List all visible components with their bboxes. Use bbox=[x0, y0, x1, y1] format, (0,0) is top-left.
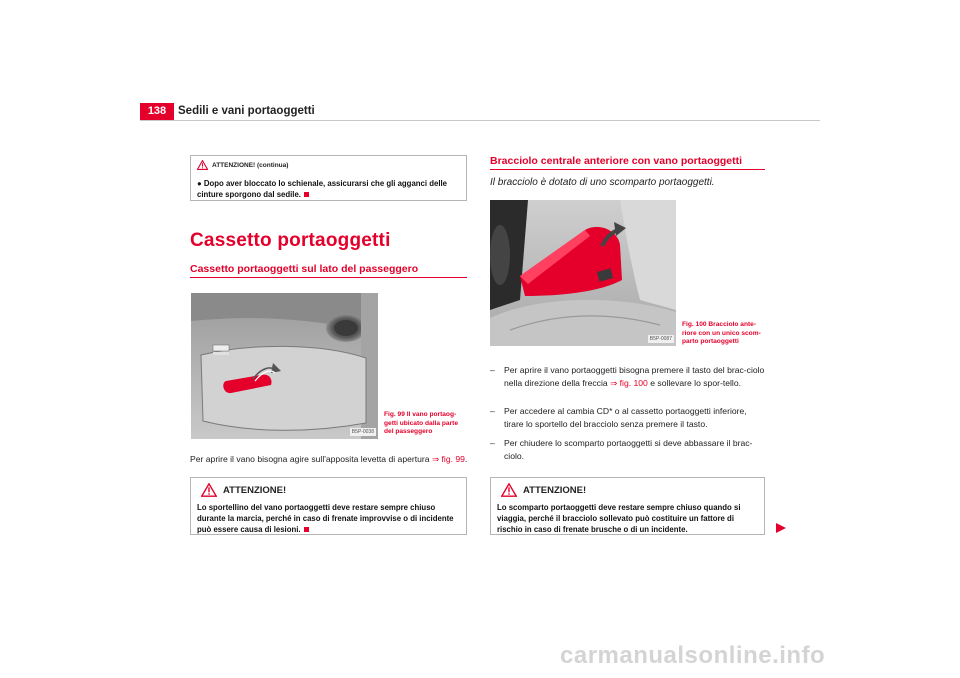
caption-number-99: Fig. 99 bbox=[384, 411, 405, 418]
warning-continued-label: ATTENZIONE! (continua) bbox=[212, 161, 289, 169]
subsection-title-armrest: Bracciolo centrale anteriore con vano portaoggetti bbox=[490, 155, 743, 167]
glovebox-instruction: Per aprire il vano bisogna agire sull'apposita levetta di apertura ⇒ fig. 99. bbox=[190, 454, 468, 464]
step-text: Per accedere al cambia CD* o al cassetto portaoggetti inferiore, tirare lo sportello del bracciolo senza premere il tasto. bbox=[504, 406, 747, 429]
warning-header-glovebox bbox=[197, 483, 460, 497]
subsection-rule-right bbox=[490, 169, 765, 170]
step-item bbox=[490, 437, 768, 462]
warning-header-armrest bbox=[497, 483, 758, 497]
warning-label-glovebox: ATTENZIONE! bbox=[223, 484, 287, 496]
warning-triangle-icon bbox=[501, 483, 517, 497]
step-text: Per chiudere lo scomparto portaoggetti si deve abbassare il brac-ciolo. bbox=[504, 438, 753, 461]
warning-triangle-icon bbox=[197, 160, 208, 170]
figure-armrest bbox=[490, 200, 676, 346]
step-text-after: e sollevare lo spor-tello. bbox=[650, 377, 741, 388]
figure-reference-99[interactable]: ⇒ fig. 99 bbox=[431, 454, 465, 464]
glovebox-illustration bbox=[191, 293, 378, 439]
glovebox-instruction-text: Per aprire il vano bisogna agire sull'apposita levetta di apertura bbox=[190, 454, 430, 464]
header-rule bbox=[140, 120, 820, 121]
section-title: Cassetto portaoggetti bbox=[190, 230, 391, 251]
warning-continued-body: Dopo aver bloccato lo schienale, assicurarsi che gli agganci delle cinture sporgono dal sedile. bbox=[197, 179, 447, 199]
figure-code-99: B5P-0038 bbox=[351, 429, 374, 435]
caption-text-99: Il vano portaog-getti ubicato dalla parte del passeggero bbox=[384, 411, 459, 435]
figure-glovebox bbox=[191, 293, 378, 439]
warning-continued-header bbox=[197, 160, 460, 170]
step-item bbox=[490, 405, 768, 430]
caption-text-100: Bracciolo ante-riore con un unico scom-parto portaoggetti bbox=[682, 321, 761, 345]
armrest-illustration bbox=[490, 200, 676, 346]
figure-reference-100[interactable]: ⇒ fig. 100 bbox=[610, 377, 648, 388]
end-mark-icon bbox=[304, 192, 309, 197]
watermark: carmanualsonline.info bbox=[560, 642, 826, 669]
dash-marker: – bbox=[490, 406, 495, 416]
figure-caption-100 bbox=[682, 321, 766, 347]
subsection-rule bbox=[190, 277, 467, 278]
warning-continued-box bbox=[190, 155, 467, 201]
figure-caption-99 bbox=[384, 411, 468, 437]
subsection-title-glovebox: Cassetto portaoggetti sul lato del passeggero bbox=[190, 263, 419, 275]
end-mark-icon bbox=[304, 527, 309, 532]
running-title: Sedili e vani portaoggetti bbox=[178, 105, 315, 117]
warning-body-armrest: Lo scomparto portaoggetti deve restare sempre chiuso quando si viaggia, perché il bracciolo sollevato può costituire un fattore di rischio in caso di frenate brusche o di un incidente. bbox=[497, 503, 741, 534]
warning-text-glovebox bbox=[197, 502, 460, 535]
caption-number-100: Fig. 100 bbox=[682, 321, 707, 328]
next-page-arrow-icon[interactable] bbox=[776, 523, 786, 533]
warning-body-glovebox: Lo sportellino del vano portaoggetti deve restare sempre chiuso durante la marcia, perché in caso di frenate improvvise o di incidente può essere causa di lesioni. bbox=[197, 503, 454, 534]
warning-triangle-icon bbox=[201, 483, 217, 497]
figure-code-100: B5P-0087 bbox=[649, 336, 672, 342]
warning-box-glovebox bbox=[190, 477, 467, 535]
armrest-intro: Il bracciolo è dotato di uno scomparto portaoggetti. bbox=[490, 177, 715, 188]
dash-marker: – bbox=[490, 365, 495, 375]
step-item bbox=[490, 364, 768, 389]
warning-text-armrest bbox=[497, 502, 758, 535]
step-text: Per aprire il vano portaoggetti bisogna premere il tasto del brac-ciolo nella direzione della freccia bbox=[504, 365, 765, 388]
dash-marker: – bbox=[490, 438, 495, 448]
warning-box-armrest bbox=[490, 477, 765, 535]
bullet-icon: ● bbox=[197, 179, 202, 188]
warning-label-armrest: ATTENZIONE! bbox=[523, 484, 587, 496]
warning-continued-text bbox=[197, 178, 460, 200]
page-number: 138 bbox=[140, 103, 174, 120]
